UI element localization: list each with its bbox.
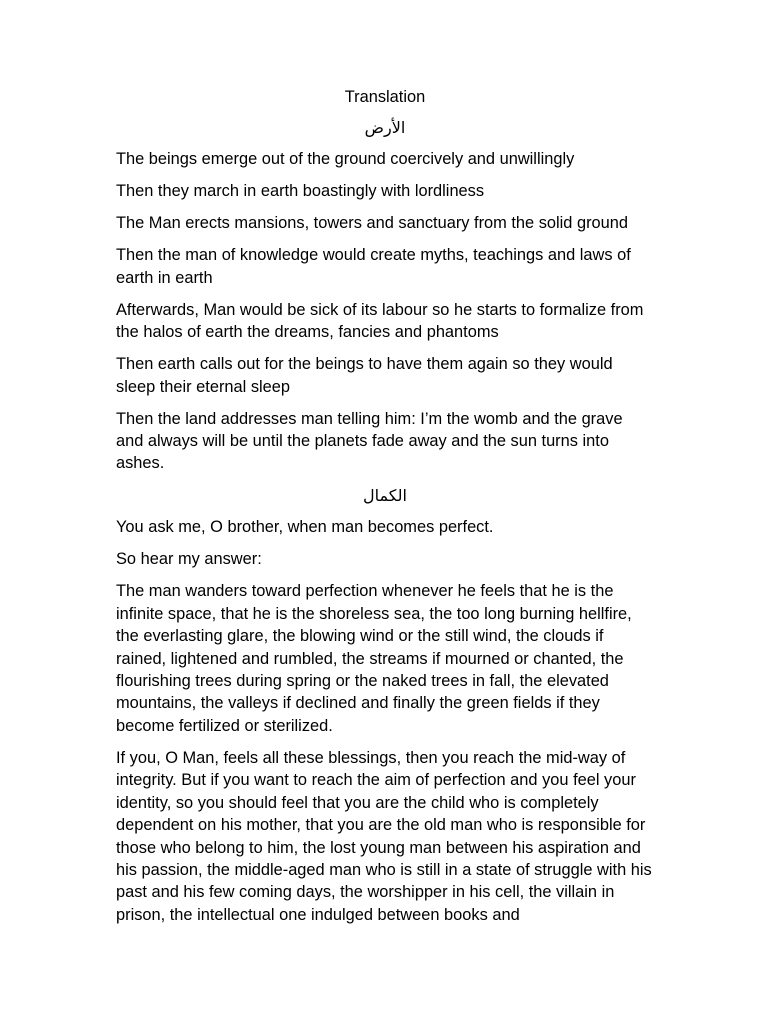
paragraph: Then the land addresses man telling him: I’m the womb and the grave and always will be until the planets fade away and the sun turns into ashes.	[116, 409, 623, 473]
paragraph: Afterwards, Man would be sick of its labour so he starts to formalize from the halos of earth the dreams, fancies and phantoms	[116, 300, 644, 342]
paragraph: If you, O Man, feels all these blessings, then you reach the mid-way of integrity. But if you want to reach the aim of perfection and you feel your identity, so you should feel that you are the child who is completely dependent on his mother, that you are the old man who is responsible for those who belong to him, the lost young man between his aspiration and his passion, the middle-aged man who is still in a state of struggle with his past and his few coming days, the worshipper in his cell, the villain in prison, the intellectual one indulged between books and	[116, 748, 652, 924]
paragraph: The Man erects mansions, towers and sanctuary from the solid ground	[116, 214, 628, 233]
section-heading-perfection: الكمال	[363, 486, 407, 506]
paragraph: Then they march in earth boastingly with lordliness	[116, 182, 485, 201]
document-title: Translation	[344, 88, 426, 106]
section-heading-earth: الأرض	[364, 118, 406, 138]
paragraph: So hear my answer:	[116, 550, 262, 569]
paragraph: The beings emerge out of the ground coercively and unwillingly	[116, 150, 575, 169]
paragraph: You ask me, O brother, when man becomes perfect.	[116, 518, 494, 537]
document-page	[116, 86, 654, 936]
paragraph: Then earth calls out for the beings to have them again so they would sleep their eternal sleep	[116, 355, 613, 396]
paragraph: The man wanders toward perfection whenever he feels that he is the infinite space, that he is the shoreless sea, the too long burning hellfire, the everlasting glare, the blowing wind or the still wind, the clouds if rained, lightened and rumbled, the streams if mourned or chanted, the flourishing trees during spring or the naked trees in fall, the elevated mountains, the valleys if declined and finally the green fields if they become fertilized or sterilized.	[116, 582, 632, 735]
paragraph: Then the man of knowledge would create myths, teachings and laws of earth in earth	[116, 246, 631, 287]
